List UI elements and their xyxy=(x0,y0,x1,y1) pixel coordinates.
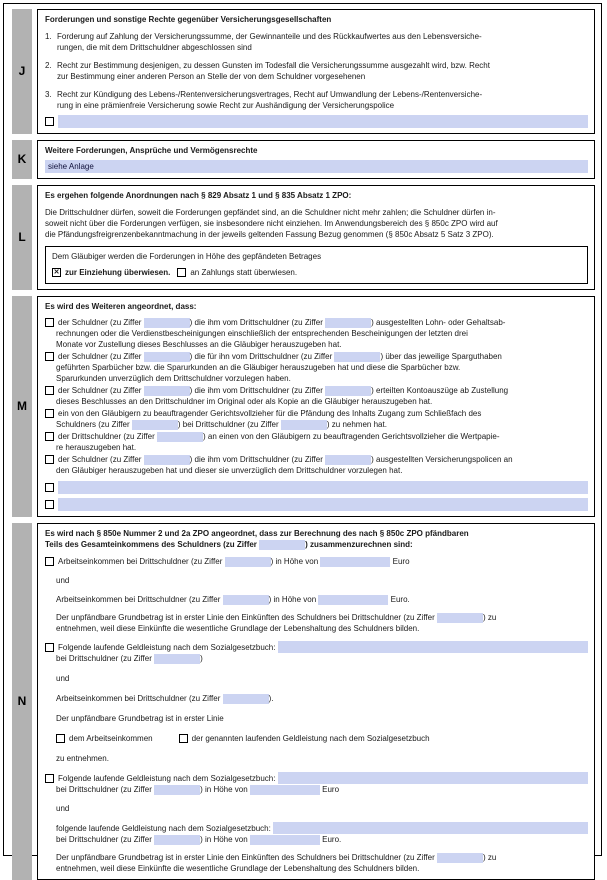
text: bei Drittschuldner (zu Ziffer xyxy=(56,835,155,844)
section-L xyxy=(12,185,595,290)
input-field[interactable] xyxy=(157,432,203,442)
form-line xyxy=(45,465,588,476)
form-line xyxy=(45,115,588,128)
input-field[interactable] xyxy=(250,785,320,795)
text: Euro. xyxy=(319,835,342,844)
checkbox[interactable] xyxy=(179,734,188,743)
form-line xyxy=(45,612,588,623)
text: der Drittschuldner (zu Ziffer xyxy=(58,432,157,441)
form-line xyxy=(45,145,588,156)
form-line xyxy=(45,385,588,396)
input-field[interactable] xyxy=(225,557,271,567)
text: bei Drittschuldner (zu Ziffer xyxy=(56,785,155,794)
form-line xyxy=(45,419,588,430)
checkbox[interactable] xyxy=(177,268,186,277)
text: dieses Beschlusses an den Drittschuldner im Original oder als Kopie an die Gläubiger herauszugeben hat. xyxy=(56,397,433,406)
section-J xyxy=(12,9,595,134)
text: Der unpfändbare Grundbetrag ist in erster Linie xyxy=(56,714,224,723)
text: Schuldners (zu Ziffer xyxy=(56,420,132,429)
form-line xyxy=(45,641,588,653)
text: ) über das jeweilige Sparguthaben xyxy=(380,352,502,361)
section-M xyxy=(12,296,595,517)
text: zu entnehmen. xyxy=(56,754,109,763)
checkbox[interactable] xyxy=(56,734,65,743)
form-line xyxy=(45,408,588,419)
input-field[interactable] xyxy=(273,822,588,834)
text: ) ausgestellten Lohn- oder Gehaltsab- xyxy=(371,318,506,327)
text: zur Bestimmung einer anderen Person an Stelle der von dem Schuldner vorgesehenen xyxy=(57,72,366,81)
form-line xyxy=(45,431,588,442)
text: Der unpfändbare Grundbetrag ist in erster Linie den Einkünften des Schuldners bei Drittschuldner (zu Ziffer xyxy=(56,613,437,622)
text: ) erteilten Kontoauszüge ab Zustellung xyxy=(371,386,509,395)
text: ) die für ihn vom Drittschuldner (zu Ziffer xyxy=(189,352,335,361)
text: ein von den Gläubigern zu beauftragender Gerichtsvollzieher für die Pfändung des Inhalts Zugang zum Schließfach des xyxy=(58,409,482,418)
form-line xyxy=(45,207,588,218)
form-line xyxy=(45,733,588,744)
input-field[interactable] xyxy=(144,318,190,328)
form-line xyxy=(45,852,588,863)
form-page xyxy=(3,3,602,873)
form-line xyxy=(45,713,588,724)
form-line xyxy=(45,442,588,453)
text: ). xyxy=(268,694,274,703)
form-line xyxy=(45,190,588,201)
siehe-anlage-field[interactable]: siehe Anlage xyxy=(45,160,588,173)
input-field[interactable] xyxy=(144,386,190,396)
section-K-content xyxy=(37,140,595,179)
form-line xyxy=(45,351,588,362)
form-line xyxy=(45,60,588,71)
form-line xyxy=(45,301,588,312)
form-line xyxy=(45,834,588,845)
text: rungen, die mit dem Drittschuldner abgeschlossen sind xyxy=(57,43,252,52)
assignment-box xyxy=(45,246,588,284)
input-field[interactable] xyxy=(223,595,269,605)
checkbox[interactable] xyxy=(45,117,54,126)
text: Folgende laufende Geldleistung nach dem Sozialgesetzbuch: xyxy=(58,773,278,783)
text: ) die ihm vom Drittschuldner (zu Ziffer xyxy=(189,386,326,395)
text: Sparurkunden unverzüglich dem Drittschuldner vorzulegen haben. xyxy=(56,374,291,383)
section-label-M: M xyxy=(12,296,32,517)
form-line xyxy=(45,71,588,82)
text: ) zu xyxy=(482,613,497,622)
form-line xyxy=(45,803,588,814)
input-field[interactable] xyxy=(154,835,200,845)
text: ) bei Drittschuldner (zu Ziffer xyxy=(177,420,281,429)
form-line xyxy=(45,528,588,539)
form-line xyxy=(45,653,588,664)
checkbox[interactable] xyxy=(45,352,54,361)
sections xyxy=(12,9,595,880)
form-line xyxy=(45,481,588,494)
checkbox[interactable] xyxy=(45,643,54,652)
input-field[interactable] xyxy=(132,420,178,430)
text: entnehmen, weil diese Einkünfte die wesentliche Grundlage der Lebenshaltung des Schuldners bilden. xyxy=(56,624,420,633)
text: folgende laufende Geldleistung nach dem Sozialgesetzbuch: xyxy=(56,823,274,833)
text: Arbeitseinkommen bei Drittschuldner (zu Ziffer xyxy=(56,694,223,703)
input-field[interactable] xyxy=(325,455,371,465)
text: Forderungen und sonstige Rechte gegenüber Versicherungsgesellschaften xyxy=(45,15,332,24)
text: ) in Höhe von xyxy=(200,785,250,794)
text: geführten Sparbücher bzw. die Sparurkunden an die Gläubiger herauszugeben hat und diese die Sparbücher bzw. xyxy=(56,363,461,372)
checkbox[interactable] xyxy=(45,409,54,418)
text: der Schuldner (zu Ziffer xyxy=(58,352,144,361)
text: Recht zur Bestimmung desjenigen, zu dessen Gunsten im Todesfall die Versicherungssumme ausgezahlt wird, bzw. Recht xyxy=(57,61,490,70)
text: soweit nicht über die Forderungen verfügen, sie insbesondere nicht einziehen. Im Anwendungsbereich des § 850c ZPO wird auf xyxy=(45,219,498,228)
form-line xyxy=(45,362,588,373)
text: ) zu nehmen hat. xyxy=(326,420,387,429)
form-line xyxy=(45,575,588,586)
text: ) in Höhe von xyxy=(270,557,321,566)
text: ) an einen von den Gläubigern zu beauftragenden Gerichtsvollzieher die Wertpapie- xyxy=(203,432,500,441)
form-line xyxy=(45,339,588,350)
item-number: 3. xyxy=(45,90,52,99)
checkbox[interactable] xyxy=(45,500,54,509)
text: bei Drittschuldner (zu Ziffer xyxy=(56,654,155,663)
form-line xyxy=(45,556,588,567)
section-N-content xyxy=(37,523,595,880)
input-field[interactable] xyxy=(437,613,483,623)
input-field[interactable] xyxy=(144,352,190,362)
text: ) in Höhe von xyxy=(268,595,319,604)
text: Euro. xyxy=(388,595,410,604)
text: Dem Gläubiger werden die Forderungen in Höhe des gepfändeten Betrages xyxy=(52,252,322,261)
input-field[interactable] xyxy=(250,835,320,845)
form-line xyxy=(45,89,588,100)
form-line xyxy=(45,498,588,511)
input-field[interactable] xyxy=(325,318,371,328)
input-field[interactable] xyxy=(58,481,588,494)
text: Es wird des Weiteren angeordnet, dass: xyxy=(45,302,197,311)
input-field[interactable] xyxy=(281,420,327,430)
text: ) die ihm vom Drittschuldner (zu Ziffer xyxy=(189,318,326,327)
section-M-content xyxy=(37,296,595,517)
section-label-N: N xyxy=(12,523,32,880)
checkbox[interactable] xyxy=(45,774,54,783)
input-field[interactable] xyxy=(154,654,200,664)
text: und xyxy=(56,804,70,813)
form-line xyxy=(45,218,588,229)
text: re herauszugeben hat. xyxy=(56,443,137,452)
form-line xyxy=(52,267,581,278)
text: dem Arbeitseinkommen xyxy=(69,734,153,743)
text: Monate vor Zustellung dieses Beschlusses an die Gläubiger herauszugeben hat. xyxy=(56,340,342,349)
input-field[interactable] xyxy=(320,557,390,567)
text: zur Einziehung überwiesen. xyxy=(65,268,171,277)
text: an Zahlungs statt überwiesen. xyxy=(190,268,298,277)
input-field[interactable] xyxy=(259,540,305,550)
form-line xyxy=(45,822,588,834)
text: der Schuldner (zu Ziffer xyxy=(58,455,144,464)
section-label-K: K xyxy=(12,140,32,179)
section-label-J: J xyxy=(12,9,32,134)
input-field[interactable] xyxy=(154,785,200,795)
form-line xyxy=(52,251,581,262)
text: der Schuldner (zu Ziffer xyxy=(58,318,144,327)
form-line xyxy=(45,454,588,465)
text: Recht zur Kündigung des Lebens-/Rentenversicherungsvertrages, Recht auf Umwandlung der Lebens-/Rentenversiche- xyxy=(57,90,483,99)
text: Weitere Forderungen, Ansprüche und Vermögensrechte xyxy=(45,146,258,155)
input-field[interactable] xyxy=(58,498,588,511)
form-line xyxy=(45,14,588,25)
form-line xyxy=(45,229,588,240)
text: Folgende laufende Geldleistung nach dem Sozialgesetzbuch: xyxy=(58,642,278,652)
form-line xyxy=(45,693,588,704)
text: Es wird nach § 850e Nummer 2 und 2a ZPO angeordnet, dass zur Berechnung des nach § 850c ZPO pfändbaren xyxy=(45,529,469,538)
form-line xyxy=(45,539,588,550)
text: rechnungen oder die Verdienstbescheinigungen einschließlich der entsprechenden Bescheinigungen der letzten drei xyxy=(56,329,468,338)
text: ) zusammenzurechnen sind: xyxy=(305,540,413,549)
input-field[interactable] xyxy=(325,386,371,396)
input-field[interactable] xyxy=(437,853,483,863)
text: Euro xyxy=(390,557,410,566)
text: entnehmen, weil diese Einkünfte die wesentliche Grundlage der Lebenshaltung des Schuldners bilden. xyxy=(56,864,420,873)
input-field[interactable] xyxy=(58,115,588,128)
section-J-content xyxy=(37,9,595,134)
form-line xyxy=(45,31,588,42)
checkbox-checked[interactable] xyxy=(52,268,61,277)
form-line xyxy=(45,673,588,684)
form-line xyxy=(45,160,588,173)
text: ) zu xyxy=(482,853,497,862)
text: und xyxy=(56,576,70,585)
form-line xyxy=(45,594,588,605)
text: Es ergehen folgende Anordnungen nach § 829 Absatz 1 und § 835 Absatz 1 ZPO: xyxy=(45,191,352,200)
form-line xyxy=(45,317,588,328)
form-line xyxy=(45,100,588,111)
input-field[interactable] xyxy=(144,455,190,465)
text: Teils des Gesamteinkommens des Schuldners (zu Ziffer xyxy=(45,540,260,549)
checkbox[interactable] xyxy=(45,386,54,395)
input-field[interactable] xyxy=(278,772,588,784)
text: Forderung auf Zahlung der Versicherungssumme, der Gewinnanteile und des Rückkaufwertes aus den Lebensversiche- xyxy=(57,32,482,41)
section-N xyxy=(12,523,595,880)
text: ) xyxy=(200,654,203,663)
form-line xyxy=(45,373,588,384)
checkbox[interactable] xyxy=(45,557,54,566)
text: ) ausgestellten Versicherungspolicen an xyxy=(371,455,513,464)
section-L-content xyxy=(37,185,595,290)
item-number: 1. xyxy=(45,32,52,41)
form-line xyxy=(45,328,588,339)
input-field[interactable] xyxy=(278,641,588,653)
section-K xyxy=(12,140,595,179)
form-line xyxy=(45,753,588,764)
input-field[interactable] xyxy=(223,694,269,704)
item-number: 2. xyxy=(45,61,52,70)
text: den Gläubiger herauszugeben hat und dieser sie unverzüglich dem Drittschuldner vorzulegen hat. xyxy=(56,466,403,475)
form-line xyxy=(45,623,588,634)
text: ) in Höhe von xyxy=(200,835,250,844)
text: Arbeitseinkommen bei Drittschuldner (zu Ziffer xyxy=(56,595,223,604)
form-line xyxy=(45,42,588,53)
form-line xyxy=(45,772,588,784)
form-line xyxy=(45,863,588,874)
text: Arbeitseinkommen bei Drittschuldner (zu Ziffer xyxy=(58,557,225,566)
input-field[interactable] xyxy=(318,595,388,605)
text: der genannten laufenden Geldleistung nach dem Sozialgesetzbuch xyxy=(191,734,430,743)
text: der Schuldner (zu Ziffer xyxy=(58,386,144,395)
input-field[interactable] xyxy=(334,352,380,362)
text: ) die ihm vom Drittschuldner (zu Ziffer xyxy=(189,455,326,464)
checkbox[interactable] xyxy=(45,432,54,441)
section-label-L: L xyxy=(12,185,32,290)
text: Euro xyxy=(319,785,340,794)
text: rung in eine prämienfreie Versicherung sowie Recht zur Aushändigung der Versicherungspolice xyxy=(57,101,395,110)
checkbox[interactable] xyxy=(45,483,54,492)
form-line xyxy=(45,784,588,795)
checkbox[interactable] xyxy=(45,455,54,464)
checkbox[interactable] xyxy=(45,318,54,327)
form-line xyxy=(45,396,588,407)
text: Der unpfändbare Grundbetrag ist in erster Linie den Einkünften des Schuldners bei Drittschuldner (zu Ziffer xyxy=(56,853,437,862)
text: und xyxy=(56,674,70,683)
text: die Pfändungsfreigrenzenbekanntmachung in der jeweils geltenden Fassung Bezug genommen (§ 850c Absatz 5 Satz 3 ZPO). xyxy=(45,230,494,239)
text: Die Drittschuldner dürfen, soweit die Forderungen gepfändet sind, an die Schuldner nicht mehr zahlen; die Schuldner dürfen in- xyxy=(45,208,496,217)
